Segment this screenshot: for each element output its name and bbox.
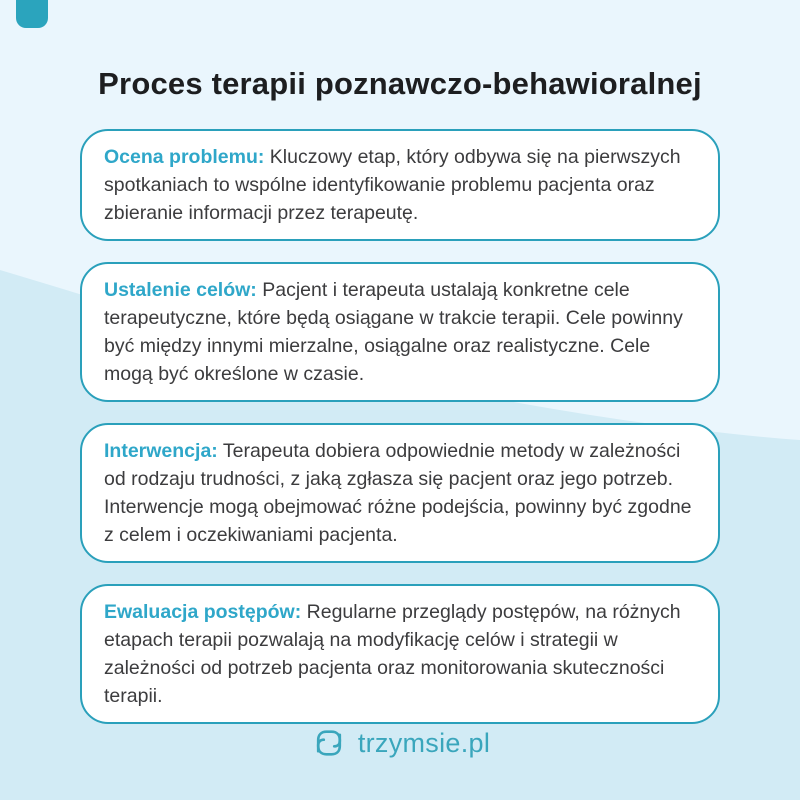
card-body-text: Pacjent i terapeuta ustalają konkretne cele terapeutyczne, które będą osiągane w trakcie terapii. Cele powinny być między innymi mierzalne, osiągalne oraz realistyczne. Cele mogą być określone w czasie. [104,279,683,385]
card-interwencja [80,423,720,563]
card-heading: Ocena problemu: [104,146,265,168]
card-heading: Ustalenie celów: [104,279,257,301]
card-list [80,129,720,724]
page-title: Proces terapii poznawczo-behawioralnej [98,66,702,101]
card-ewaluacja-postepow [80,584,720,724]
card-ustalenie-celow [80,262,720,402]
card-body-text: Regularne przeglądy postępów, na różnych etapach terapii pozwalają na modyfikację celów i strategii w zależności od potrzeb pacjenta oraz monitorowania skuteczności terapii. [104,601,681,707]
card-heading: Ewaluacja postępów: [104,601,302,623]
interlocked-loops-icon [310,726,348,760]
logo-text: trzymsie.pl [357,727,491,758]
card-body-text: Terapeuta dobiera odpowiednie metody w zależności od rodzaju trudności, z jaką zgłasza się pacjent oraz jego potrzeb. Interwencje mogą obejmować różne podejścia, powinny być zgodne z celem i oczekiwaniami pacjenta. [104,440,692,546]
card-body-text: Kluczowy etap, który odbywa się na pierwszych spotkaniach to wspólne identyfikowanie problemu pacjenta oraz zbieranie informacji przez terapeutę. [104,146,681,224]
footer-logo [0,726,800,760]
card-heading: Interwencja: [104,440,218,462]
card-ocena-problemu [80,129,720,241]
